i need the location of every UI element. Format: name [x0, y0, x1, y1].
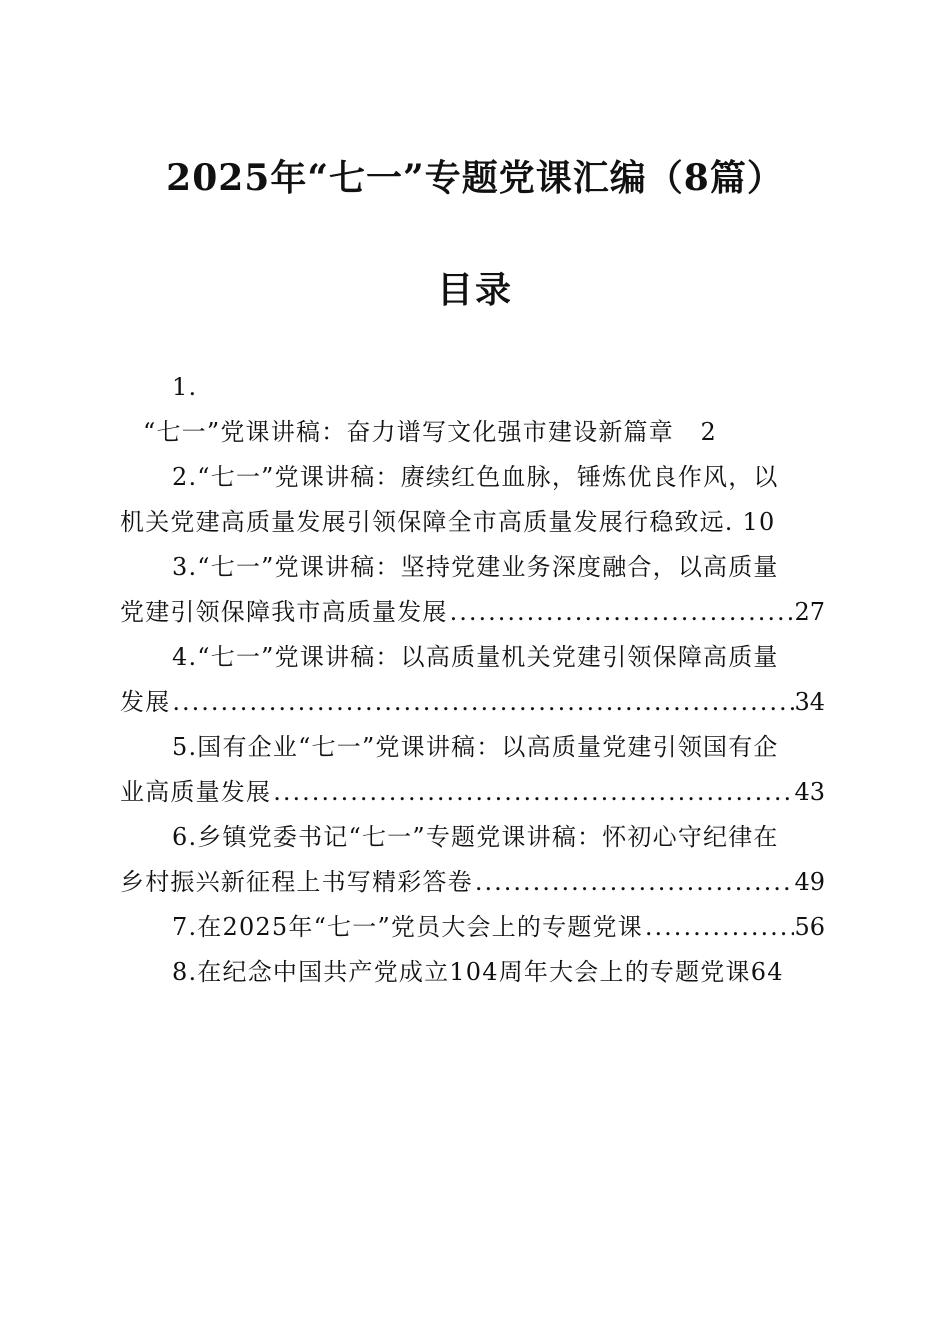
toc-leader-dots — [473, 860, 795, 905]
toc-page-number: 10 — [742, 508, 776, 536]
table-of-contents — [120, 365, 825, 995]
toc-entry-5-line1[interactable]: 5.国有企业“七一”党课讲稿：以高质量党建引领国有企 — [172, 733, 779, 761]
toc-leader-dots — [643, 905, 795, 950]
toc-entry-7[interactable] — [120, 905, 825, 950]
toc-heading: 目录 — [436, 269, 513, 311]
toc-entry-title: 乡村振兴新征程上书写精彩答卷 — [120, 868, 473, 896]
toc-entry-3-line1[interactable]: 3.“七一”党课讲稿：坚持党建业务深度融合，以高质量 — [172, 553, 779, 581]
toc-leader-dots — [271, 770, 794, 815]
toc-entry-2-line1[interactable]: 2.“七一”党课讲稿：赓续红色血脉，锤炼优良作风，以 — [172, 463, 779, 491]
document-title: 2025年“七一”专题党课汇编（8篇） — [166, 157, 784, 199]
toc-entry-6-line2[interactable] — [120, 860, 825, 905]
toc-page-number: 27 — [794, 598, 825, 626]
toc-entry-2-line2[interactable] — [120, 500, 825, 545]
toc-entry-title: 业高质量发展 — [120, 778, 272, 806]
toc-entry-4-line1[interactable]: 4.“七一”党课讲稿：以高质量机关党建引领保障高质量 — [172, 643, 779, 671]
toc-page-number: 2 — [700, 418, 717, 446]
toc-entry-title: 7.在2025年“七一”党员大会上的专题党课 — [172, 913, 643, 941]
toc-entry-title: “七一”党课讲稿：奋力谱写文化强市建设新篇章 — [143, 418, 674, 446]
toc-leader-dots — [170, 680, 794, 725]
toc-entry-1-number[interactable]: 1. — [172, 373, 198, 401]
toc-page-number: 56 — [794, 913, 825, 941]
toc-entry-6-line1[interactable]: 6.乡镇党委书记“七一”专题党课讲稿：怀初心守纪律在 — [172, 823, 779, 851]
toc-entry-title: 发展 — [120, 688, 171, 716]
toc-page-number: 64 — [750, 958, 784, 986]
toc-entry-title: 党建引领保障我市高质量发展 — [120, 598, 448, 626]
toc-entry-8[interactable] — [120, 950, 825, 995]
toc-page-number: 34 — [794, 688, 825, 716]
toc-entry-title: 机关党建高质量发展引领保障全市高质量发展行稳致远. — [120, 508, 734, 536]
toc-entry-title: 8.在纪念中国共产党成立104周年大会上的专题党课 — [172, 958, 751, 986]
toc-entry-3-line2[interactable] — [120, 590, 825, 635]
toc-page-number: 43 — [794, 778, 825, 806]
toc-entry-5-line2[interactable] — [120, 770, 825, 815]
toc-leader-dots — [448, 590, 795, 635]
toc-page-number: 49 — [794, 868, 825, 896]
toc-entry-1[interactable] — [120, 410, 825, 455]
toc-entry-4-line2[interactable] — [120, 680, 825, 725]
